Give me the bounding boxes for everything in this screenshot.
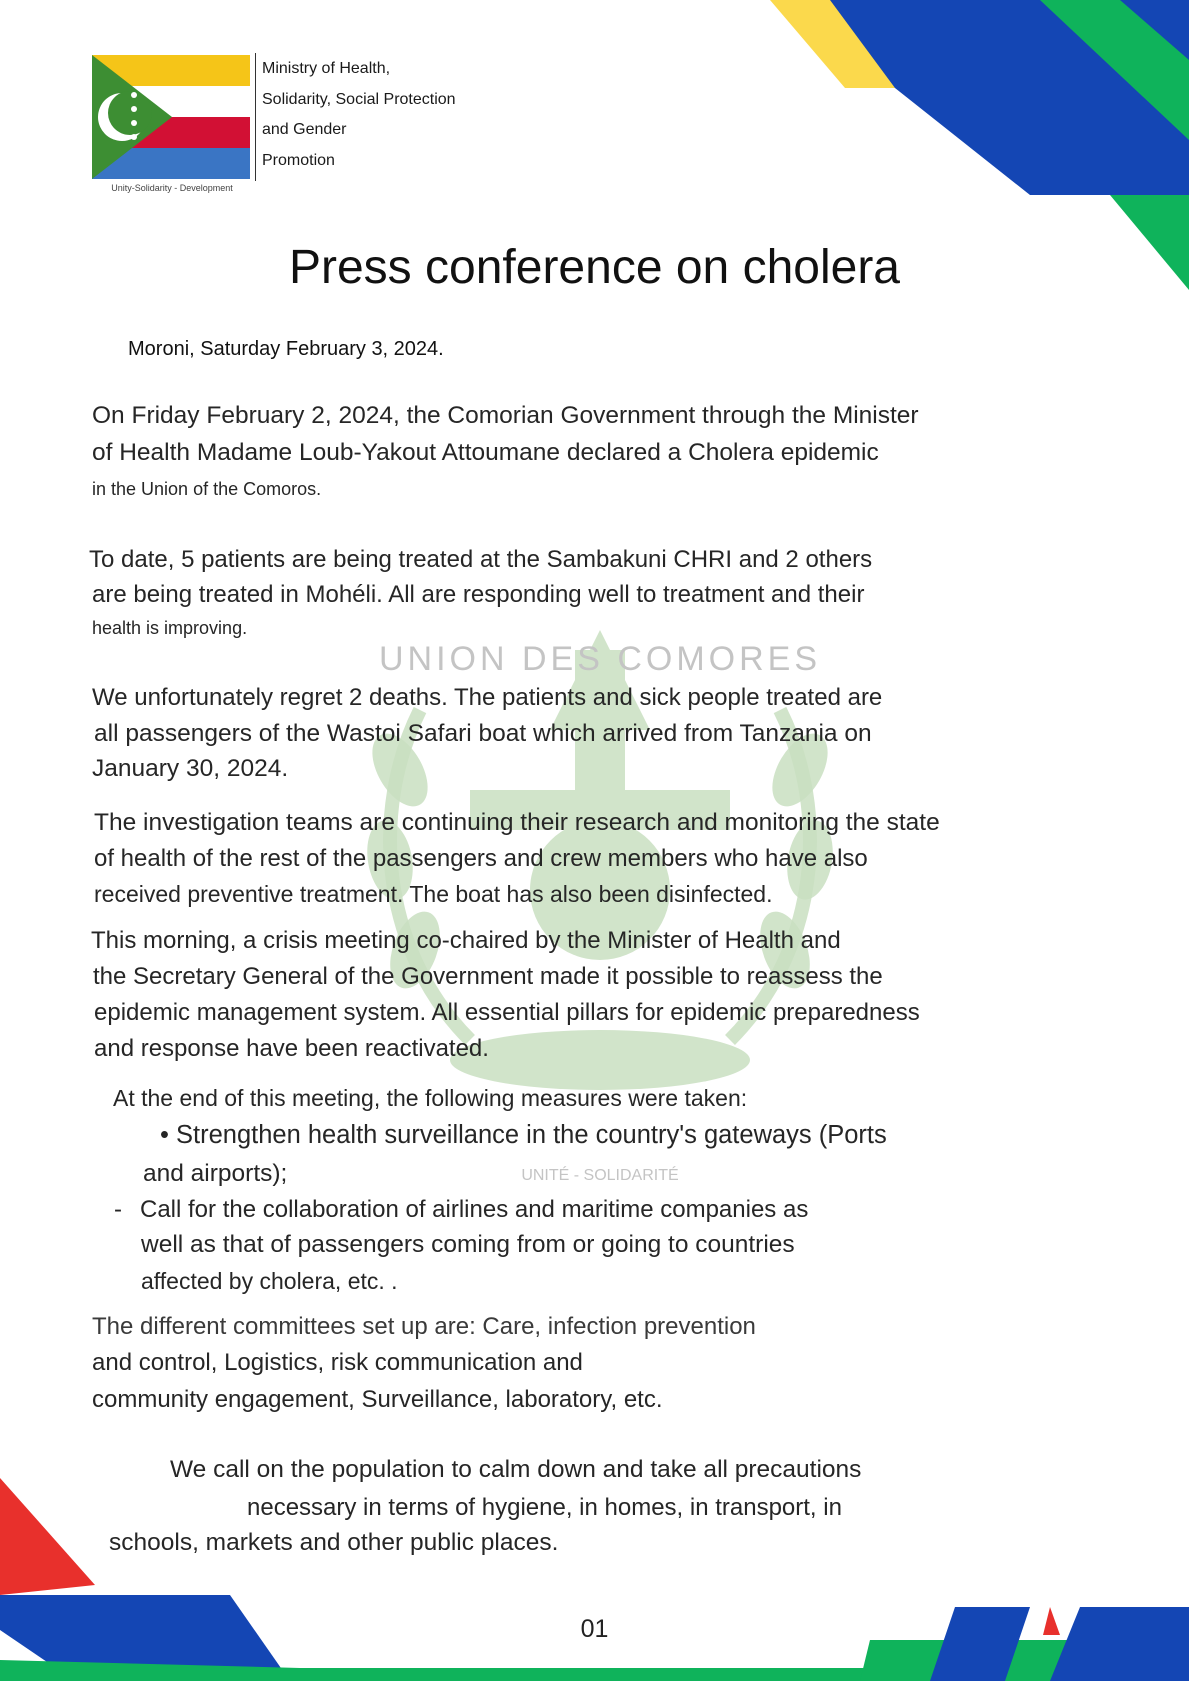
seal-bottom-text: UNITÉ - SOLIDARITÉ: [521, 1167, 679, 1184]
bottom-left-red-triangle: [0, 1478, 95, 1595]
page-number: 01: [580, 1615, 609, 1643]
motto-text: Unity-Solidarity - Development: [111, 183, 233, 193]
paragraph-6-line-1: The different committees set up are: Care, infection prevention: [92, 1313, 756, 1340]
paragraph-3-line-3: January 30, 2024.: [92, 755, 289, 782]
seal-top-text: UNION DES COMORES: [378, 640, 822, 678]
closing-line-2: necessary in terms of hygiene, in homes, in transport, in: [247, 1494, 842, 1521]
measure-2-line-2: well as that of passengers coming from or going to countries: [141, 1231, 795, 1258]
paragraph-1-line-1: On Friday February 2, 2024, the Comorian Government through the Minister: [92, 402, 919, 429]
paragraph-1-line-2: of Health Madame Loub-Yakout Attoumane declared a Cholera epidemic: [92, 439, 879, 466]
dateline: Moroni, Saturday February 3, 2024.: [128, 338, 444, 360]
ministry-name-line-1: Ministry of Health,: [262, 60, 391, 77]
paragraph-1-line-3: in the Union of the Comoros.: [92, 479, 322, 499]
measure-2-line-1: Call for the collaboration of airlines and maritime companies as: [140, 1196, 809, 1223]
paragraph-2-line-2: are being treated in Mohéli. All are responding well to treatment and their: [92, 581, 865, 608]
closing-line-3: schools, markets and other public places.: [109, 1529, 559, 1556]
measure-2-marker: -: [114, 1196, 122, 1223]
document-title: Press conference on cholera: [288, 241, 900, 294]
header-divider: [255, 53, 256, 181]
paragraph-2-line-3: health is improving.: [92, 618, 248, 638]
comoros-flag-logo: [92, 55, 250, 179]
paragraph-4-line-1: The investigation teams are continuing their research and monitoring the state: [94, 809, 940, 836]
measure-2-line-3: affected by cholera, etc. .: [141, 1268, 398, 1294]
paragraph-5-line-4: and response have been reactivated.: [94, 1035, 489, 1062]
paragraph-5-line-3: epidemic management system. All essential pillars for epidemic preparedness: [94, 999, 920, 1026]
paragraph-5-line-2: the Secretary General of the Government made it possible to reassess the: [93, 963, 883, 990]
closing-line-1: We call on the population to calm down and take all precautions: [170, 1456, 862, 1483]
paragraph-5-line-1: This morning, a crisis meeting co-chaired by the Minister of Health and: [91, 927, 841, 954]
ministry-name-line-3: and Gender: [262, 121, 347, 138]
ministry-name-line-2: Solidarity, Social Protection: [262, 91, 456, 108]
paragraph-6-line-2: and control, Logistics, risk communication and: [92, 1349, 583, 1376]
paragraph-4-line-2: of health of the rest of the passengers and crew members who have also: [94, 845, 868, 872]
ministry-name-line-4: Promotion: [262, 152, 335, 169]
paragraph-3-line-2: all passengers of the Wastoi Safari boat which arrived from Tanzania on: [94, 720, 872, 747]
paragraph-4-line-3: received preventive treatment. The boat has also been disinfected.: [94, 881, 773, 907]
paragraph-6-line-3: community engagement, Surveillance, laboratory, etc.: [92, 1386, 663, 1413]
measure-1-line-2: and airports);: [143, 1160, 288, 1187]
paragraph-2-line-1: To date, 5 patients are being treated at the Sambakuni CHRI and 2 others: [89, 546, 873, 573]
measure-1-line-1: • Strengthen health surveillance in the country's gateways (Ports: [160, 1121, 887, 1149]
paragraph-3-line-1: We unfortunately regret 2 deaths. The patients and sick people treated are: [92, 684, 883, 711]
measures-intro: At the end of this meeting, the following measures were taken:: [113, 1085, 748, 1111]
